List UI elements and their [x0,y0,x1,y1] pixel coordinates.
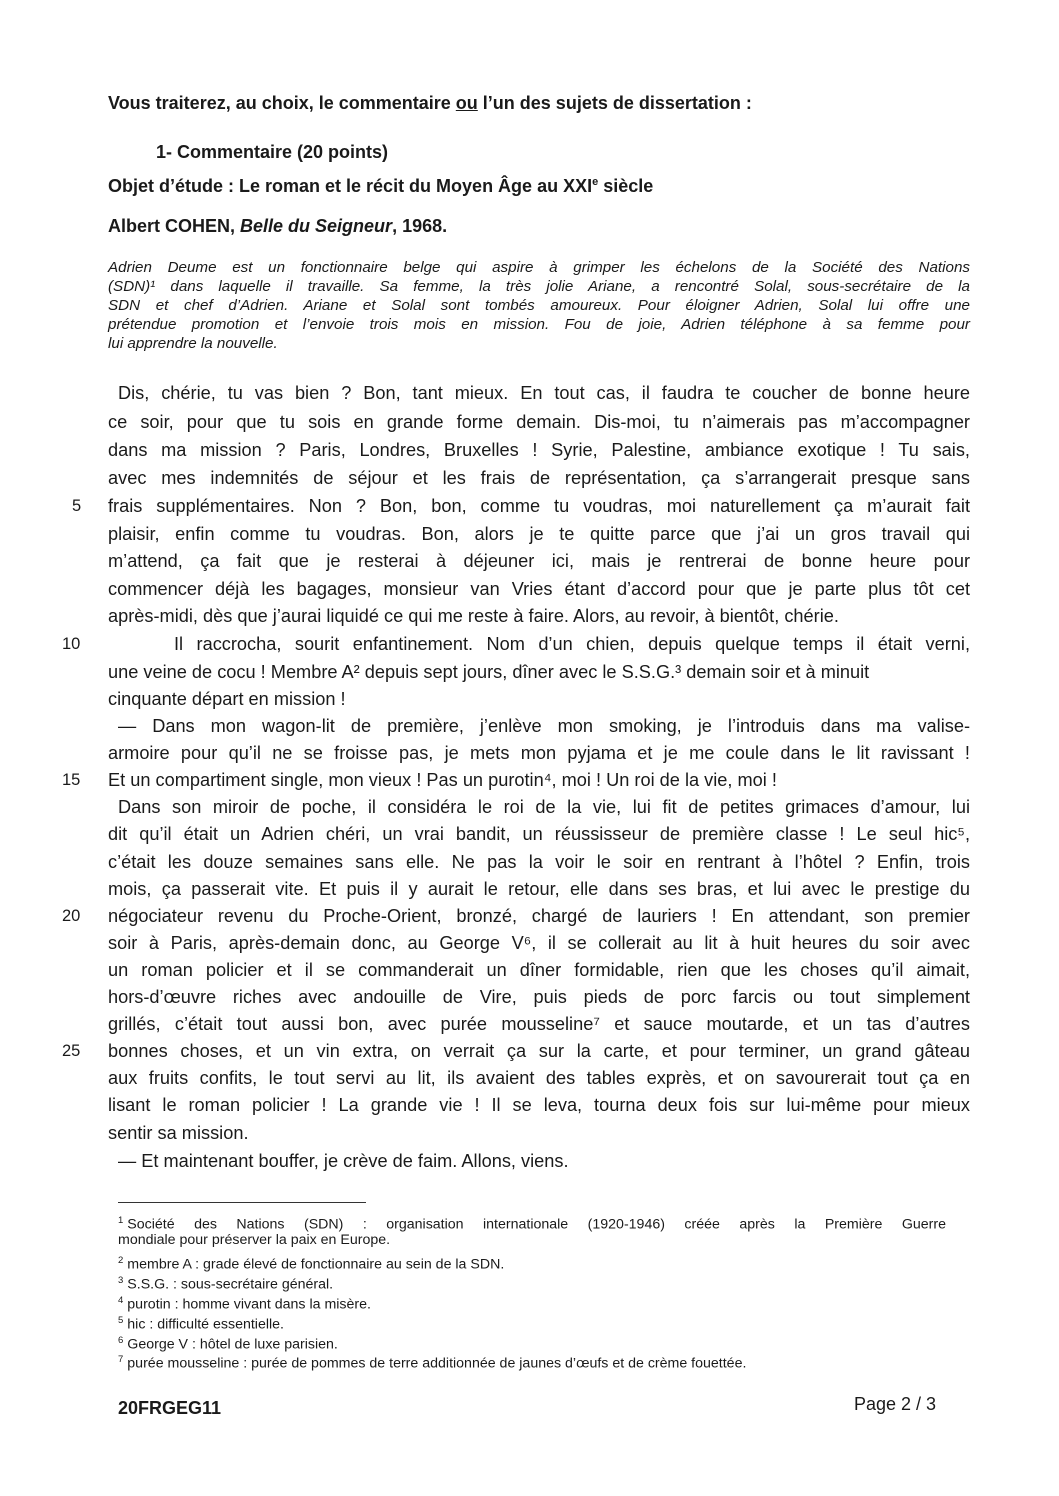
text-line: aux fruits confits, le tout servi au lit, ils avaient des tables exprès, et on savourerait tout ça en [108,1068,970,1088]
footnote-text: George V : hôtel de luxe parisien. [127,1336,338,1353]
footnote [118,1272,946,1294]
exam-code: 20FRGEG11 [118,1398,222,1418]
footnote [118,1231,946,1249]
line-number: 15 [62,771,81,789]
text-line: dit qu’il était un Adrien chéri, un vrai bandit, un réussisseur de première classe ! Le seul hic⁵, [108,824,970,844]
footnote-text: mondiale pour préserver la paix en Europe. [118,1232,391,1248]
text-line: dans ma mission ? Paris, Londres, Bruxelles ! Syrie, Palestine, ambiance exotique ! Tu sais, [108,440,970,460]
footnote-number: 4 [118,1295,124,1306]
text-line: sentir sa mission. [108,1123,249,1143]
objet-text: Objet d’étude : Le roman et le récit du Moyen Âge au XXI [108,176,593,196]
intro-line: lui apprendre la nouvelle. [108,335,278,352]
footnote [118,1351,946,1373]
text-line: commencer déjà les bagages, monsieur van Vries étant d’accord pour que je parte plus tôt cet [108,579,970,599]
footnote-number: 5 [118,1315,124,1326]
text-line: lisant le roman policier ! La grande vie ! Il se leva, tourna deux fois sur lui-même pour mieux [108,1095,970,1115]
text-line: soir à Paris, après-demain donc, au George V⁶, il se collerait au lit à huit heures du soir avec [108,933,970,953]
footnote [118,1292,946,1314]
line-number: 5 [72,497,82,515]
text-line: mois, ça passerait vite. Et puis il y aurait le retour, elle dans ses bras, et lui avec le prestige du [108,879,970,899]
footnote-number: 1 [118,1215,124,1226]
intro-line: SDN et chef d’Adrien. Ariane et Solal sont tombés amoureux. Pour éloigner Adrien, Solal lui offre une [108,297,970,314]
footnote [118,1252,946,1274]
work-year: , 1968. [392,216,448,236]
instruction-underlined: ou [455,93,478,113]
text-line: négociateur revenu du Proche-Orient, bronzé, chargé de lauriers ! En attendant, son premier [108,906,970,926]
footnote-divider [118,1202,366,1203]
footnote-number: 6 [118,1335,124,1346]
footnote-number: 2 [118,1255,124,1266]
footnote [118,1312,946,1334]
text-line: plaisir, enfin comme tu voudras. Bon, alors je te quitte parce que j’ai un gros travail qui [108,524,970,544]
line-number: 25 [62,1042,81,1060]
text-line: Il raccrocha, sourit enfantinement. Nom d’un chien, depuis quelque temps il était verni, [174,634,970,654]
line-number: 10 [62,635,81,653]
work-reference [108,216,447,237]
text-line: cinquante départ en mission ! [108,689,346,709]
text-line: c’était les douze semaines sans elle. Ne pas la voir le soir en rentrant à l’hôtel ? Enfin, trois [108,852,970,872]
text-line: frais supplémentaires. Non ? Bon, bon, comme tu voudras, moi naturellement ça m’aurait fait [108,496,970,516]
text-line: Dans son miroir de poche, il considéra le roi de la vie, lui fit de petites grimaces d’amour, lui [118,797,970,817]
text-line: ce soir, pour que tu sois en grande forme demain. Dis-moi, tu n’aimerais pas m’accompagner [108,412,970,432]
text-line: — Dans mon wagon-lit de première, j’enlève mon smoking, je l’introduis dans ma valise- [118,716,970,736]
page-number: Page 2 / 3 [854,1394,937,1414]
work-author: Albert COHEN, [108,216,241,236]
footnote-text: purotin : homme vivant dans la misère. [127,1296,371,1313]
instruction-text-end: l’un des sujets de dissertation : [477,93,752,113]
footnote-text: purée mousseline : purée de pommes de terre additionnée de jaunes d’œufs et de crème fouettée. [127,1355,747,1372]
text-line: Dis, chérie, tu vas bien ? Bon, tant mieux. En tout cas, il faudra te coucher de bonne heure [118,383,970,403]
intro-paragraph [108,258,970,353]
text-line: armoire pour qu’il ne se froisse pas, je mets mon pyjama et je me coule dans le lit ravissant ! [108,743,970,763]
footnote-text: hic : difficulté essentielle. [127,1316,284,1333]
footnote-number: 7 [118,1354,124,1365]
line-number: 20 [62,907,81,925]
text-line: — Et maintenant bouffer, je crève de faim. Allons, viens. [118,1151,569,1171]
footnote-text: S.S.G. : sous-secrétaire général. [127,1276,334,1293]
footnote-text: membre A : grade élevé de fonctionnaire au sein de la SDN. [127,1256,505,1273]
text-line: hors-d’œuvre riches avec andouille de Vire, puis pieds de porc farcis ou tout simplement [108,987,970,1007]
text-line: m’attend, ça fait que je resterai à déjeuner ici, mais je rentrerai de bonne heure pour [108,551,970,571]
instruction [108,93,752,114]
intro-line: (SDN)¹ dans laquelle il travaille. Sa femme, la très jolie Ariane, a rencontré Solal, sous-secrétaire de la [108,278,970,295]
text-line: bonnes choses, et un vin extra, on verrait ça sur la carte, et pour terminer, un grand gâteau [108,1041,970,1061]
text-line: grillés, c’était tout aussi bon, avec purée mousseline⁷ et sauce moutarde, et un tas d’autres [108,1014,970,1034]
work-title: Belle du Seigneur [240,216,393,236]
intro-line: Adrien Deume est un fonctionnaire belge qui aspire à grimper les échelons de la Société des Nations [108,259,970,276]
text-line: avec mes indemnités de séjour et les frais de représentation, ça s’arrangerait presque sans [108,468,970,488]
section-title: 1- Commentaire (20 points) [156,142,389,162]
text-line: Et un compartiment single, mon vieux ! Pas un purotin⁴, moi ! Un roi de la vie, moi ! [108,770,777,790]
objet-sup: e [592,176,599,188]
objet-text-end: siècle [598,176,654,196]
intro-line: prétendue promotion et l’envoie trois mois en mission. Fou de joie, Adrien téléphone à sa femme pour [108,316,970,333]
footnote-text: Société des Nations (SDN) : organisation internationale (1920-1946) créée après la Première Guerre [127,1216,946,1233]
footnote-number: 3 [118,1275,124,1286]
instruction-text: Vous traiterez, au choix, le commentaire [108,93,456,113]
text-line: après-midi, dès que j’aurai liquidé ce qui me reste à faire. Alors, au revoir, à bientôt, chérie. [108,606,839,626]
text-line: un roman policier et il se commanderait un dîner formidable, rien que les choses qu’il aimait, [108,960,970,980]
objet-etude [108,176,653,197]
text-line: une veine de cocu ! Membre A² depuis sept jours, dîner avec le S.S.G.³ demain soir et à minuit [108,662,870,682]
